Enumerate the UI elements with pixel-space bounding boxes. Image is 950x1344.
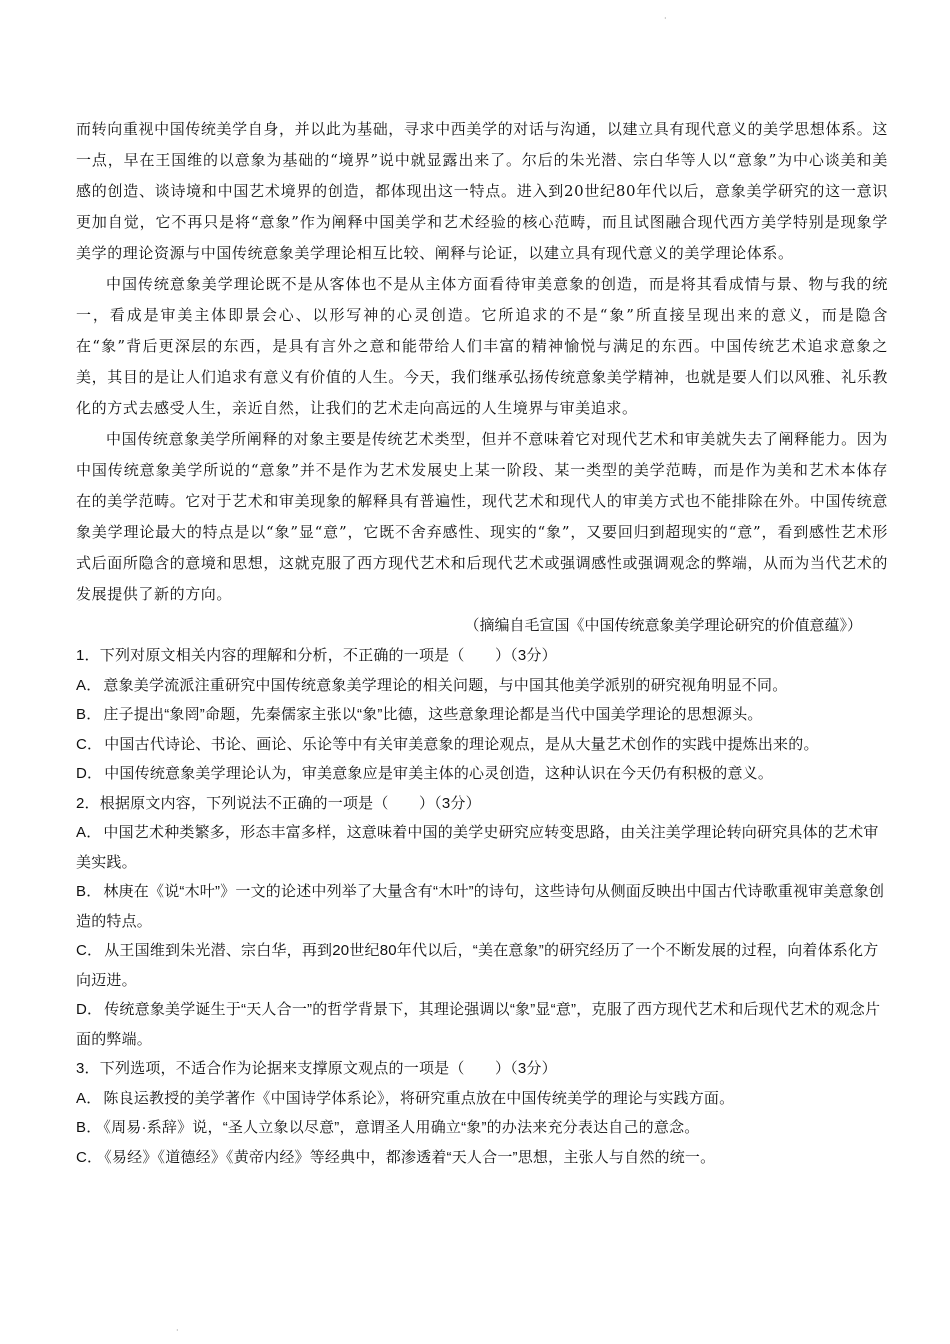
option-letter: C． (76, 1148, 103, 1166)
reading-passage (76, 114, 888, 641)
option-text: 从王国维到朱光潜、宗白华，再到20世纪80年代以后，“美在意象”的研究经历了一个不断发展的过程，向着体系化方向迈进。 (76, 942, 879, 989)
passage-paragraph: 中国传统意象美学所阐释的对象主要是传统艺术类型，但并不意味着它对现代艺术和审美就失去了阐释能力。因为中国传统意象美学所说的“意象”并不是作为艺术发展史上某一阶段、某一类型的美学范畴，而是作为美和艺术本体存在的美学范畴。它对于艺术和审美现象的解释具有普遍性，现代艺术和现代人的审美方式也不能排除在外。中国传统意象美学理论最大的特点是以“象”显“意”，它既不舍弃感性、现实的“象”，又要回归到超现实的“意”，看到感性艺术形式后面所隐含的意境和思想，这就克服了西方现代艺术和后现代艺术或强调感性或强调观念的弊端，从而为当代艺术的发展提供了新的方向。 (76, 430, 888, 603)
option-text: 中国艺术种类繁多，形态丰富多样，这意味着中国的美学史研究应转变思路，由关注美学理论转向研究具体的艺术审美实践。 (76, 824, 879, 871)
question-1 (76, 641, 888, 789)
option-letter: D． (76, 765, 103, 782)
option-letter: B． (76, 706, 102, 723)
option-text: 陈良运教授的美学著作《中国诗学体系论》，将研究重点放在中国传统美学的理论与实践方面。 (103, 1089, 735, 1107)
page-mark-top: · (664, 14, 667, 23)
question-stem: 1．下列对原文相关内容的理解和分析，不正确的一项是（ ）（3分） (76, 647, 557, 664)
option-c (76, 936, 888, 995)
option-a (76, 818, 888, 877)
option-text: 《易经》《道德经》《黄帝内经》等经典中，都渗透着“天人合一”思想，主张人与自然的统一。 (104, 1148, 716, 1166)
question-2 (76, 789, 888, 1055)
option-b (76, 877, 888, 936)
option-letter: A． (76, 676, 102, 694)
option-letter: C． (76, 942, 103, 959)
option-letter: A． (76, 1089, 102, 1107)
option-letter: B． (76, 1119, 102, 1136)
option-d (76, 995, 888, 1054)
option-letter: B． (76, 883, 102, 900)
option-a (76, 1084, 888, 1114)
option-c (76, 730, 888, 760)
option-text: 意象美学流派注重研究中国传统意象美学理论的相关问题，与中国其他美学派别的研究视角明显不同。 (103, 676, 788, 694)
passage-source: （摘编自毛宣国《中国传统意象美学理论研究的价值意蕴》） (464, 616, 862, 634)
option-text: 中国传统意象美学理论认为，审美意象应是审美主体的心灵创造，这种认识在今天仍有积极的意义。 (104, 765, 774, 782)
option-letter: D． (76, 1001, 103, 1018)
option-c (76, 1143, 888, 1173)
question-stem: 3．下列选项，不适合作为论据来支撑原文观点的一项是（ ）（3分） (76, 1060, 557, 1077)
option-text: 传统意象美学诞生于“天人合一”的哲学背景下，其理论强调以“象”显“意”，克服了西方现代艺术和后现代艺术的观念片面的弊端。 (76, 1001, 881, 1048)
option-text: 林庚在《说“木叶”》一文的论述中列举了大量含有“木叶”的诗句，这些诗句从侧面反映出中国古代诗歌重视审美意象创造的特点。 (76, 883, 885, 930)
page-mark-bottom: · (176, 1326, 179, 1335)
option-a (76, 671, 888, 701)
exam-page (76, 114, 888, 1172)
question-3 (76, 1054, 888, 1172)
option-text: 庄子提出“象罔”命题，先秦儒家主张以“象”比德，这些意象理论都是当代中国美学理论的思想源头。 (103, 706, 763, 723)
option-d (76, 759, 888, 789)
option-b (76, 700, 888, 730)
question-stem: 2．根据原文内容，下列说法不正确的一项是（ ）（3分） (76, 794, 481, 812)
option-text: 中国古代诗论、书论、画论、乐论等中有关审美意象的理论观点，是从大量艺术创作的实践中提炼出来的。 (104, 735, 819, 753)
passage-paragraph: 而转向重视中国传统美学自身，并以此为基础，寻求中西美学的对话与沟通，以建立具有现代意义的美学思想体系。这一点，早在王国维的以意象为基础的“境界”说中就显露出来了。尔后的朱光潜、宗白华等人以“意象”为中心谈美和美感的创造、谈诗境和中国艺术境界的创造，都体现出这一特点。进入到20世纪80年代以后，意象美学研究的这一意识更加自觉，它不再只是将“意象”作为阐释中国美学和艺术经验的核心范畴，而且试图融合现代西方美学特别是现象学美学的理论资源与中国传统意象美学理论相互比较、阐释与论证，以建立具有现代意义的美学理论体系。 (76, 120, 888, 262)
passage-paragraph: 中国传统意象美学理论既不是从客体也不是从主体方面看待审美意象的创造，而是将其看成情与景、物与我的统一，看成是审美主体即景会心、以形写神的心灵创造。它所追求的不是“象”所直接呈现出来的意义，而是隐含在“象”背后更深层的东西，是具有言外之意和能带给人们丰富的精神愉悦与满足的东西。中国传统艺术追求意象之美，其目的是让人们追求有意义有价值的人生。今天，我们继承弘扬传统意象美学精神，也就是要人们以风雅、礼乐教化的方式去感受人生，亲近自然，让我们的艺术走向高远的人生境界与审美追求。 (76, 275, 888, 417)
option-b (76, 1113, 888, 1143)
option-letter: A． (76, 824, 102, 841)
option-text: 《周易·系辞》说，“圣人立象以尽意”，意谓圣人用确立“象”的办法来充分表达自己的意念。 (103, 1119, 700, 1136)
option-letter: C． (76, 735, 103, 753)
